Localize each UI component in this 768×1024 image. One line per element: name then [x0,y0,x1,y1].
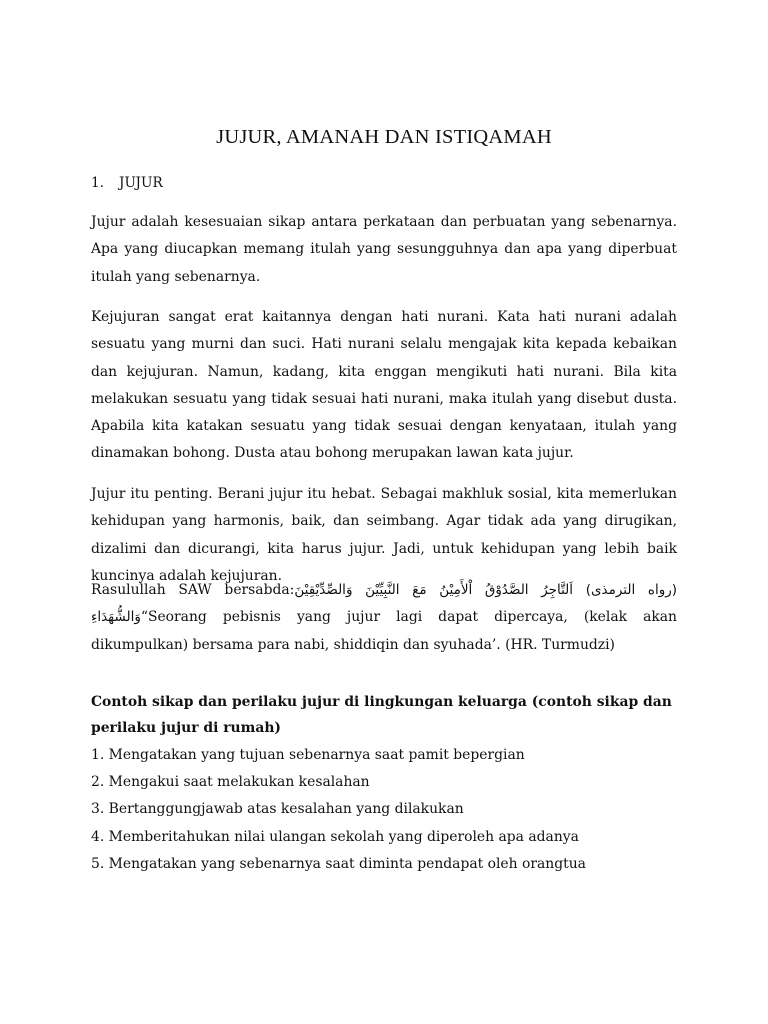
section-label: JUJUR [119,175,163,191]
hadith-arabic-text: (رواه الترمذى) اَلتَّاجِرُ الصَّدُوْقُ اْلأَمِيْنُ مَعَ النَّبِيِّيْنَ وَالصِّدِّيْقِيْنَ وَالشُّهَدَاءِ [91,582,677,626]
list-item: 5. Mengatakan yang sebenarnya saat diminta pendapat oleh orangtua [91,855,586,872]
hadith-paragraph [91,577,677,659]
paragraph-definition: Jujur adalah kesesuaian sikap antara perkataan dan perbuatan yang sebenarnya. Apa yang diucapkan memang itulah yang sesungguhnya dan apa yang diperbuat itulah yang sebenarnya. [91,214,677,285]
section-heading [91,175,163,191]
examples-list [91,742,586,878]
document-title: JUJUR, AMANAH DAN ISTIQAMAH [216,126,552,148]
list-item: 1. Mengatakan yang tujuan sebenarnya saat pamit bepergian [91,747,525,763]
list-item: 3. Bertanggungjawab atas kesalahan yang dilakukan [91,801,464,818]
hadith-translation: “Seorang pebisnis yang jujur lagi dapat dipercaya, (kelak akan dikumpulkan) bersama para nabi, shiddiqin dan syuhada’. (HR. Turmudzi) [91,609,677,653]
list-item: 2. Mengakui saat melakukan kesalahan [91,774,370,791]
paragraph-importance: Jujur itu penting. Berani jujur itu hebat. Sebagai makhluk sosial, kita memerlukan kehidupan yang harmonis, baik, dan seimbang. Agar tidak ada yang dirugikan, dizalimi dan dicurangi, kita harus jujur. Jadi, untuk kehidupan yang lebih baik kuncinya adalah kejujuran. [91,486,677,584]
section-number: 1. [91,175,104,191]
list-item: 4. Memberitahukan nilai ulangan sekolah yang diperoleh apa adanya [91,828,579,845]
paragraph-conscience: Kejujuran sangat erat kaitannya dengan hati nurani. Kata hati nurani adalah sesuatu yang murni dan suci. Hati nurani selalu mengajak kita kepada kebaikan dan kejujuran. Namun, kadang, kita enggan mengikuti hati nurani. Bila kita melakukan sesuatu yang tidak sesuai hati nurani, maka itulah yang disebut dusta. Apabila kita katakan sesuatu yang tidak sesuai dengan kenyataan, itulah yang dinamakan bohong. Dusta atau bohong merupakan lawan kata jujur. [91,309,677,462]
hadith-intro: Rasulullah SAW bersabda: [91,582,295,598]
examples-subheading: Contoh sikap dan perilaku jujur di lingkungan keluarga (contoh sikap dan perilaku jujur di rumah) [91,694,672,736]
